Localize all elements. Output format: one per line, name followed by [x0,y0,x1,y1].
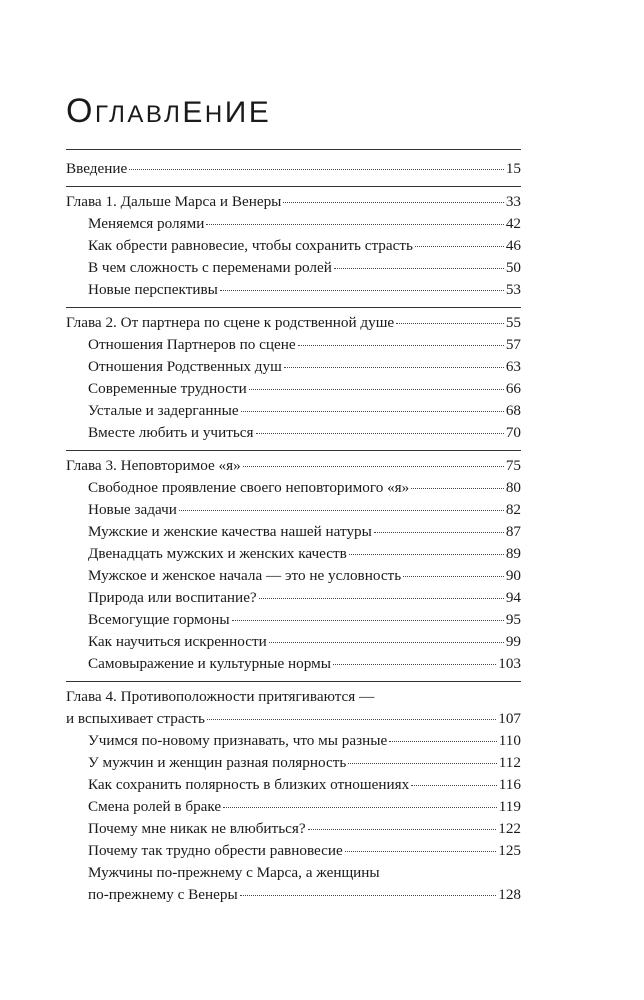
toc-subsection[interactable] [66,796,521,818]
toc-entry-title: У мужчин и женщин разная полярность [88,754,347,771]
section-divider [66,681,521,682]
leader-dots [129,168,504,170]
toc-entry-page: 53 [505,281,521,298]
toc-entry-title: Мужские и женские качества нашей натуры [88,523,372,540]
toc-entry-page: 70 [505,424,521,441]
toc-chapter-1[interactable] [66,191,521,213]
toc-entry-page: 42 [505,215,521,232]
toc-entry-page: 89 [505,545,521,562]
toc-subsection[interactable] [66,334,521,356]
toc-intro[interactable] [66,158,521,180]
toc-entry-title: Как научиться искренности [88,633,267,650]
toc-entry-title: Отношения Партнеров по сцене [88,336,296,353]
toc-subsection[interactable] [66,818,521,840]
toc-subsection[interactable] [66,422,521,444]
leader-dots [179,509,504,511]
toc-subsection[interactable] [66,477,521,499]
toc-entry-page: 75 [505,457,521,474]
section-divider [66,450,521,451]
table-of-contents [66,158,521,906]
toc-entry-title: Вместе любить и учиться [88,424,254,441]
toc-entry-title: Глава 3. Неповторимое «я» [66,457,241,474]
section-divider [66,186,521,187]
leader-dots [232,619,504,621]
leader-dots [256,432,504,434]
toc-entry-title: Почему мне никак не влюбиться? [88,820,306,837]
leader-dots [334,267,504,269]
toc-entry-page: 112 [498,754,521,771]
toc-entry-page: 15 [505,160,521,177]
leader-dots [298,344,504,346]
leader-dots [249,388,504,390]
leader-dots [243,465,504,467]
toc-entry-title: Всемогущие гормоны [88,611,230,628]
toc-entry-page: 128 [498,886,521,903]
toc-entry-page: 80 [505,479,521,496]
toc-subsection[interactable] [66,840,521,862]
toc-chapter-4[interactable] [66,708,521,730]
toc-subsection[interactable] [66,752,521,774]
toc-entry-page: 116 [498,776,521,793]
toc-subsection[interactable] [66,543,521,565]
leader-dots [206,223,503,225]
toc-entry-page: 68 [505,402,521,419]
toc-entry-page: 50 [505,259,521,276]
toc-entry-title: Усталые и задерганные [88,402,239,419]
toc-entry-title: Учимся по-новому признавать, что мы разные [88,732,388,749]
toc-subsection[interactable] [66,730,521,752]
leader-dots [284,366,504,368]
leader-dots [259,597,504,599]
toc-subsection[interactable] [66,356,521,378]
leader-dots [411,487,504,489]
toc-subsection[interactable] [66,565,521,587]
toc-entry-title: Двенадцать мужских и женских качеств [88,545,347,562]
toc-subsection[interactable] [66,587,521,609]
leader-dots [308,828,497,830]
toc-entry-page: 87 [505,523,521,540]
toc-entry-title: и вспыхивает страсть [66,710,205,727]
toc-entry-title: Современные трудности [88,380,247,397]
toc-subsection[interactable] [66,884,521,906]
toc-entry-page: 90 [505,567,521,584]
leader-dots [333,663,496,665]
toc-entry-page: 82 [505,501,521,518]
toc-entry-title: Как сохранить полярность в близких отношениях [88,776,410,793]
toc-subsection[interactable] [66,609,521,631]
toc-entry-page: 33 [505,193,521,210]
toc-entry-page: 103 [498,655,521,672]
toc-subsection[interactable] [66,279,521,301]
toc-subsection[interactable] [66,235,521,257]
toc-entry-title: Почему так трудно обрести равновесие [88,842,343,859]
toc-entry-title: Глава 1. Дальше Марса и Венеры [66,193,282,210]
toc-subsection[interactable] [66,499,521,521]
toc-entry-title: Меняемся ролями [88,215,205,232]
toc-entry-page: 122 [498,820,521,837]
toc-entry-page: 107 [498,710,521,727]
leader-dots [415,245,504,247]
toc-entry-title: Мужское и женское начала — это не условность [88,567,402,584]
toc-entry-page: 110 [498,732,521,749]
toc-entry-title: Новые задачи [88,501,177,518]
leader-dots [345,850,496,852]
toc-entry-title: Смена ролей в браке [88,798,222,815]
toc-entry-page: 46 [505,237,521,254]
toc-entry-page: 119 [498,798,521,815]
toc-entry-title: Введение [66,160,128,177]
page-title: ОГЛАВЛЕНИЕ [66,92,272,130]
toc-entry-page: 125 [498,842,521,859]
toc-entry-title: В чем сложность с переменами ролей [88,259,332,276]
leader-dots [220,289,504,291]
toc-entry-page: 99 [505,633,521,650]
section-divider [66,307,521,308]
toc-subsection[interactable] [66,653,521,675]
leader-dots [349,553,504,555]
toc-entry-page: 66 [505,380,521,397]
toc-entry-title: Свободное проявление своего неповторимого «я» [88,479,410,496]
toc-entry-title-line: Мужчины по-прежнему с Марса, а женщины [88,864,380,881]
toc-entry-title: Новые перспективы [88,281,218,298]
toc-entry-title: Самовыражение и культурные нормы [88,655,331,672]
leader-dots [396,322,504,324]
title-divider [66,149,521,150]
toc-subsection[interactable] [66,378,521,400]
leader-dots [269,641,504,643]
leader-dots [283,201,503,203]
toc-entry-page: 57 [505,336,521,353]
toc-entry-title: Природа или воспитание? [88,589,257,606]
toc-subsection[interactable] [66,257,521,279]
leader-dots [223,806,497,808]
toc-entry-page: 94 [505,589,521,606]
toc-entry-title: по-прежнему с Венеры [88,886,238,903]
leader-dots [389,740,497,742]
toc-chapter-3[interactable] [66,455,521,477]
toc-subsection[interactable] [66,521,521,543]
leader-dots [240,894,497,896]
toc-chapter-2[interactable] [66,312,521,334]
toc-entry-page: 55 [505,314,521,331]
toc-subsection[interactable] [66,631,521,653]
toc-subsection[interactable] [66,774,521,796]
toc-subsection[interactable] [66,213,521,235]
toc-entry-title-line: Глава 4. Противоположности притягиваются — [66,688,375,705]
toc-entry-title: Отношения Родственных душ [88,358,282,375]
toc-entry-page: 63 [505,358,521,375]
leader-dots [348,762,497,764]
leader-dots [403,575,504,577]
toc-subsection[interactable] [66,400,521,422]
toc-entry-title: Глава 2. От партнера по сцене к родственной душе [66,314,395,331]
leader-dots [207,718,496,720]
toc-entry-title: Как обрести равновесие, чтобы сохранить страсть [88,237,413,254]
leader-dots [374,531,504,533]
leader-dots [411,784,497,786]
toc-entry-page: 95 [505,611,521,628]
leader-dots [241,410,504,412]
